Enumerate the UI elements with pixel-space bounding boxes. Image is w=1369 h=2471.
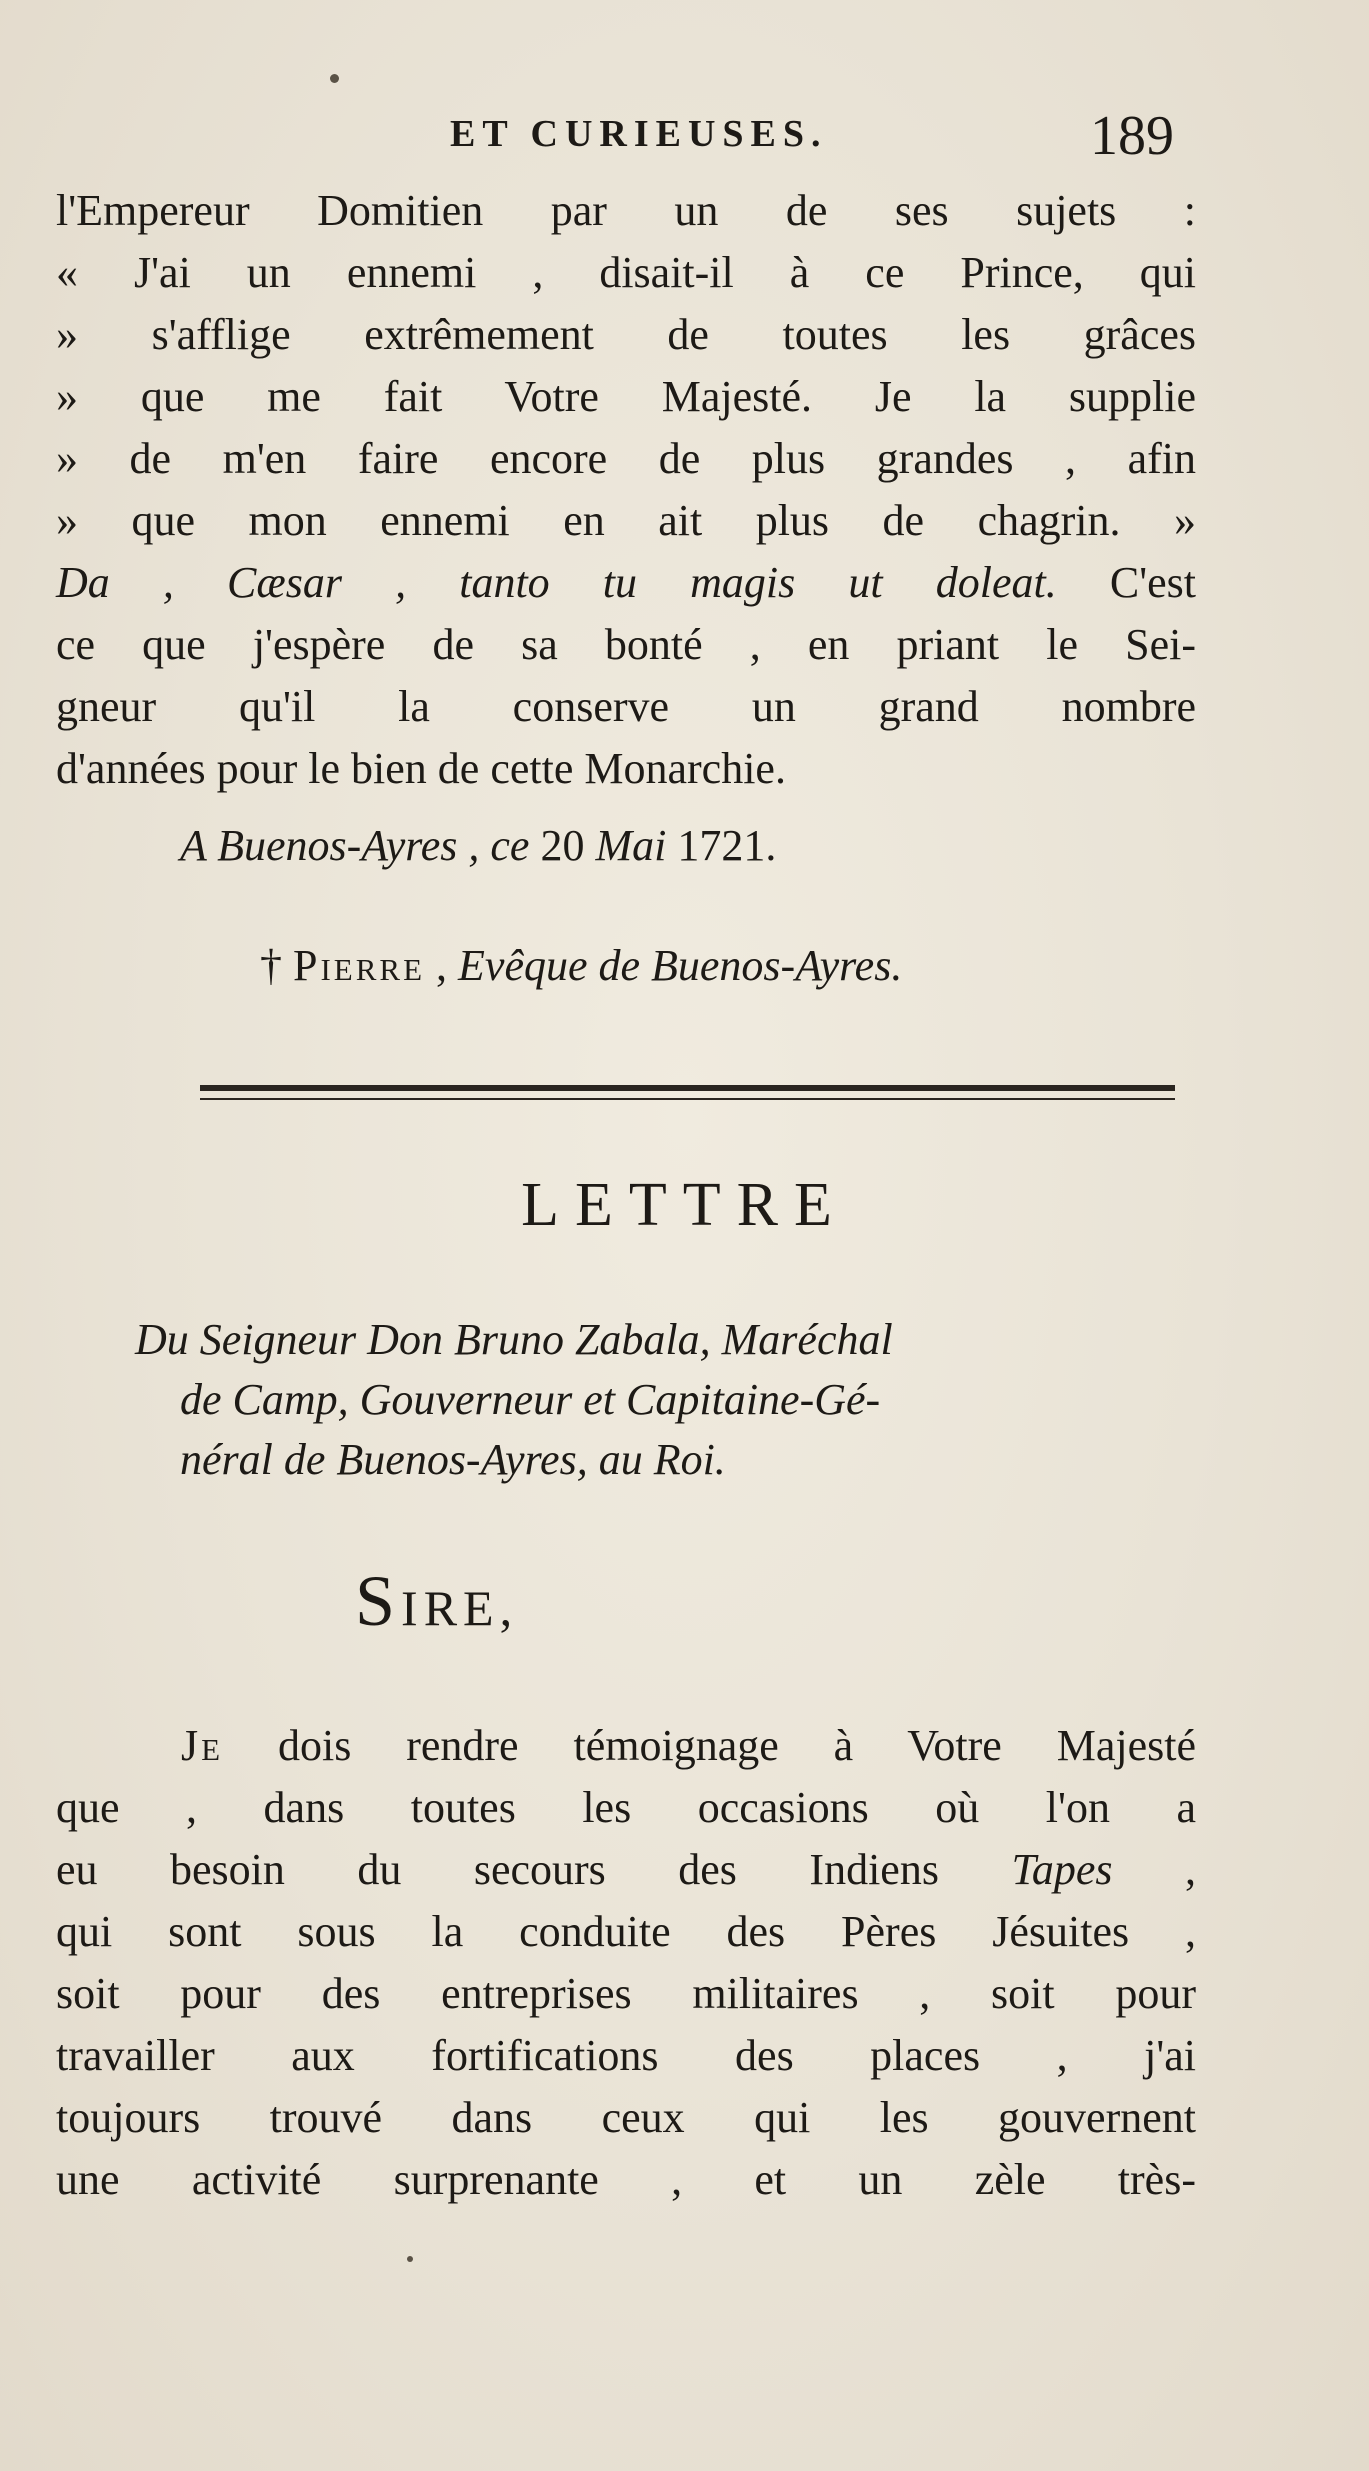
divider-thick [200, 1085, 1175, 1091]
text-line [56, 1839, 1196, 1901]
place-date-line [180, 820, 776, 871]
text-line: » de m'en faire encore de plus grandes , afin [56, 434, 1196, 483]
divider-thin [200, 1098, 1175, 1100]
salutation-initial: S [355, 1561, 402, 1641]
salutation-rest: IRE, [401, 1580, 519, 1636]
ink-spot [330, 74, 339, 83]
paragraph-2 [56, 1715, 1196, 2211]
text-line: une activité surprenante , et un zèle très- [56, 2155, 1196, 2204]
day: 20 [529, 821, 596, 870]
year: 1721. [666, 821, 777, 870]
signer-name: Pierre [293, 941, 426, 990]
text-line [56, 1715, 1196, 1777]
text-line: ce que j'espère de sa bonté , en priant le Sei- [56, 620, 1196, 669]
month: Mai [595, 821, 667, 870]
subtitle-line: néral de Buenos-Ayres, au Roi. [180, 1435, 726, 1484]
text-line: » que me fait Votre Majesté. Je la supplie [56, 372, 1196, 421]
text-line: gneur qu'il la conserve un grand nombre [56, 682, 1196, 731]
text-line: travailler aux fortifications des places , j'ai [56, 2031, 1196, 2080]
running-head: ET CURIEUSES. [450, 113, 828, 155]
text-line: que , dans toutes les occasions où l'on a [56, 1783, 1196, 1832]
subtitle-line: Du Seigneur Don Bruno Zabala, Maréchal [135, 1315, 893, 1364]
first-word: Je [181, 1721, 224, 1770]
latin-after: C'est [1056, 558, 1196, 607]
text-line: soit pour des entreprises militaires , soit pour [56, 1969, 1196, 2018]
page-header [0, 105, 1369, 182]
text-line: toujours trouvé dans ceux qui les gouvernent [56, 2093, 1196, 2142]
page-number: 189 [1090, 105, 1174, 167]
ink-spot [407, 2256, 413, 2262]
text-line: d'années pour le bien de cette Monarchie. [56, 744, 786, 793]
salutation [355, 1560, 518, 1643]
line-end: , [1112, 1845, 1197, 1894]
text-line-latin [56, 552, 1196, 614]
cross-symbol: † [260, 941, 282, 990]
signature-line [260, 940, 902, 991]
tapes-word: Tapes [1011, 1845, 1113, 1894]
subtitle-line: de Camp, Gouverneur et Capitaine-Gé- [180, 1375, 881, 1424]
line-rest: dois rendre témoignage à Votre Majesté [223, 1721, 1196, 1770]
text-line: » s'afflige extrêmement de toutes les grâces [56, 310, 1196, 359]
text-line: « J'ai un ennemi , disait-il à ce Prince, qui [56, 248, 1196, 297]
signer-title: Evêque de Buenos-Ayres. [458, 941, 903, 990]
text-line: qui sont sous la conduite des Pères Jésuites , [56, 1907, 1196, 1956]
signer-comma: , [425, 941, 459, 990]
text-line: l'Empereur Domitien par un de ses sujets : [56, 186, 1196, 235]
latin-quote: Da , Cæsar , tanto tu magis ut doleat. [56, 558, 1057, 607]
letter-subtitle [135, 1310, 1215, 1490]
place: A Buenos-Ayres , ce [180, 821, 530, 870]
line-start: eu besoin du secours des Indiens [56, 1845, 1012, 1894]
letter-title: LETTRE [521, 1171, 848, 1239]
paragraph-1 [56, 180, 1196, 800]
text-line: » que mon ennemi en ait plus de chagrin. » [56, 496, 1196, 545]
